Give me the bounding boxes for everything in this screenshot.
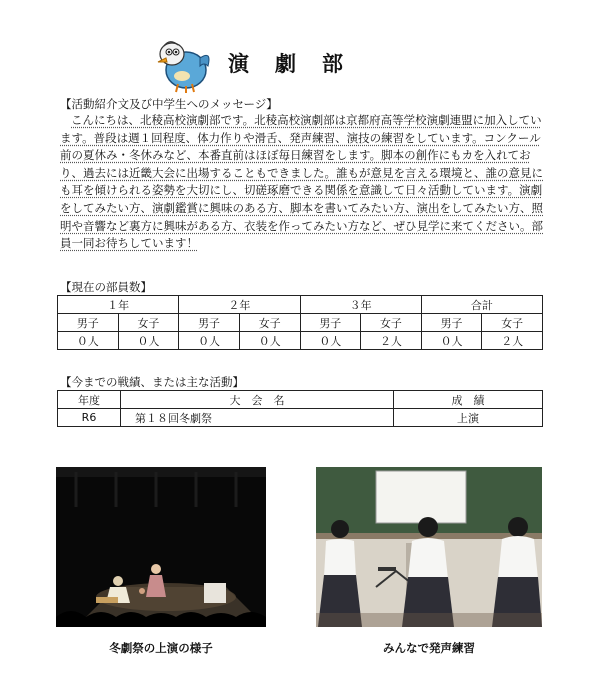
intro-heading: 【活動紹介文及び中学生へのメッセージ】 (60, 97, 278, 111)
activity-event: 第１８回冬劇祭 (121, 409, 394, 427)
group-header: １年 (58, 296, 179, 314)
group-header: 合計 (421, 296, 542, 314)
members-table (57, 295, 543, 350)
gender-header: 女子 (361, 314, 422, 332)
club-title: 演劇部 (228, 51, 369, 76)
member-count: ０人 (239, 332, 300, 350)
activities-header-row (58, 391, 543, 409)
activities-table (57, 390, 543, 427)
group-header: ３年 (300, 296, 421, 314)
gender-header: 女子 (118, 314, 179, 332)
members-count-row (58, 332, 543, 350)
gender-header: 女子 (482, 314, 543, 332)
member-count: ０人 (58, 332, 119, 350)
group-header: ２年 (179, 296, 300, 314)
bird-mascot-icon (152, 36, 214, 94)
photo-caption-performance: 冬劇祭の上演の様子 (109, 641, 213, 655)
classroom-scene-image (316, 467, 542, 627)
gender-header: 男子 (58, 314, 119, 332)
member-count: ０人 (421, 332, 482, 350)
column-header-result: 成 績 (394, 391, 543, 409)
gender-header: 男子 (300, 314, 361, 332)
member-count: ２人 (482, 332, 543, 350)
gender-header: 男子 (179, 314, 240, 332)
intro-section (60, 112, 543, 253)
member-count: ２人 (361, 332, 422, 350)
members-group-row (58, 296, 543, 314)
activity-result: 上演 (394, 409, 543, 427)
member-count: ０人 (179, 332, 240, 350)
page-header (152, 36, 412, 100)
members-heading: 【現在の部員数】 (60, 280, 152, 294)
gender-header: 女子 (239, 314, 300, 332)
member-count: ０人 (300, 332, 361, 350)
member-count: ０人 (118, 332, 179, 350)
column-header-year: 年度 (58, 391, 121, 409)
table-row (58, 409, 543, 427)
photo-caption-practice: みんなで発声練習 (383, 641, 475, 655)
activities-heading: 【今までの戦績、または主な活動】 (60, 375, 244, 389)
intro-text: こんにちは、北稜高校演劇部です。北稜高校演劇部は京都府高等学校演劇連盟に加入しています。普段は週１回程度、体力作りや滑舌、発声練習、演技の練習をしています。コンクール前の夏休み・冬休みなど、本番直前はほぼ毎日練習をします。脚本の創作にもカを入れており、過去には近畿大会に出場することもできました。誰もが意見を言える環境と、誰の意見にも耳を傾けられる姿勢を大切にし、切磋琢磨できる関係を意識して日々活動しています。演劇をしてみたい方、演劇鑑賞に興味のある方、脚本を書いてみたい方、演出をしてみたい方、照明や音響など裏方に興味がある方、衣装を作ってみたい方など、ぜひ見学に来てください。部員一同お待ちしています！ (60, 113, 543, 251)
stage-scene-image (56, 467, 266, 627)
column-header-event: 大 会 名 (121, 391, 394, 409)
activity-year: R6 (58, 409, 121, 427)
vocal-practice-photo (316, 467, 542, 627)
gender-header: 男子 (421, 314, 482, 332)
stage-performance-photo (56, 467, 266, 627)
members-gender-row (58, 314, 543, 332)
